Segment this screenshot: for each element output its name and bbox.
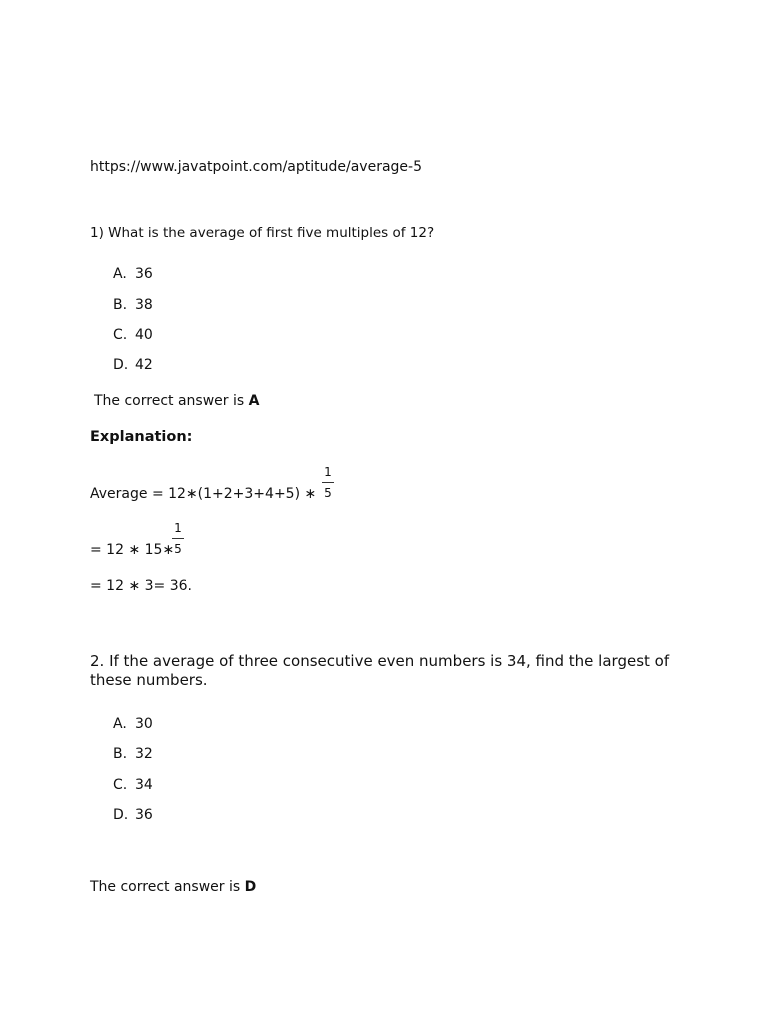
question-1-text: 1) What is the average of first five multiples of 12?	[90, 225, 435, 241]
fraction-denominator: 5	[324, 486, 332, 500]
fraction-numerator: 1	[324, 465, 332, 479]
option-letter: A.	[113, 266, 127, 282]
option-letter: D.	[113, 807, 129, 823]
explanation-line-3: = 12 ∗ 3= 36.	[90, 578, 192, 594]
question-2-option-c	[113, 777, 153, 793]
option-letter: A.	[113, 716, 127, 732]
option-value: 42	[135, 357, 153, 373]
option-value: 36	[135, 807, 153, 823]
explanation-line-1: Average = 12∗(1+2+3+4+5) ∗	[90, 486, 317, 502]
answer-prefix: The correct answer is	[94, 393, 249, 409]
option-value: 36	[135, 266, 153, 282]
question-1-answer	[94, 393, 259, 409]
fraction-denominator: 5	[174, 542, 182, 556]
explanation-line-2: = 12 ∗ 15∗	[90, 542, 175, 558]
fraction-bar	[322, 482, 334, 483]
option-letter: B.	[113, 297, 128, 313]
fraction-bar	[172, 538, 184, 539]
question-1-option-c	[113, 327, 153, 343]
question-1-option-a	[113, 266, 153, 282]
question-2-option-a	[113, 716, 153, 732]
option-value: 38	[135, 297, 153, 313]
option-value: 40	[135, 327, 153, 343]
option-value: 30	[135, 716, 153, 732]
question-1-option-d	[113, 357, 153, 373]
answer-prefix: The correct answer is	[90, 879, 245, 895]
option-letter: D.	[113, 357, 129, 373]
question-2-option-b	[113, 746, 153, 762]
fraction-one-fifth-2	[172, 521, 184, 556]
source-url[interactable]: https://www.javatpoint.com/aptitude/average-5	[90, 159, 422, 175]
option-value: 34	[135, 777, 153, 793]
option-letter: C.	[113, 327, 128, 343]
explanation-heading: Explanation:	[90, 429, 193, 445]
question-2-option-d	[113, 807, 153, 823]
fraction-numerator: 1	[174, 521, 182, 535]
option-letter: C.	[113, 777, 128, 793]
option-value: 32	[135, 746, 153, 762]
answer-letter: D	[244, 879, 257, 895]
option-letter: B.	[113, 746, 128, 762]
question-2-answer	[90, 879, 256, 895]
question-2-text: 2. If the average of three consecutive even numbers is 34, find the largest of these numbers.	[90, 652, 670, 689]
answer-letter: A	[248, 393, 260, 409]
fraction-one-fifth-1	[322, 465, 334, 500]
question-1-option-b	[113, 297, 153, 313]
